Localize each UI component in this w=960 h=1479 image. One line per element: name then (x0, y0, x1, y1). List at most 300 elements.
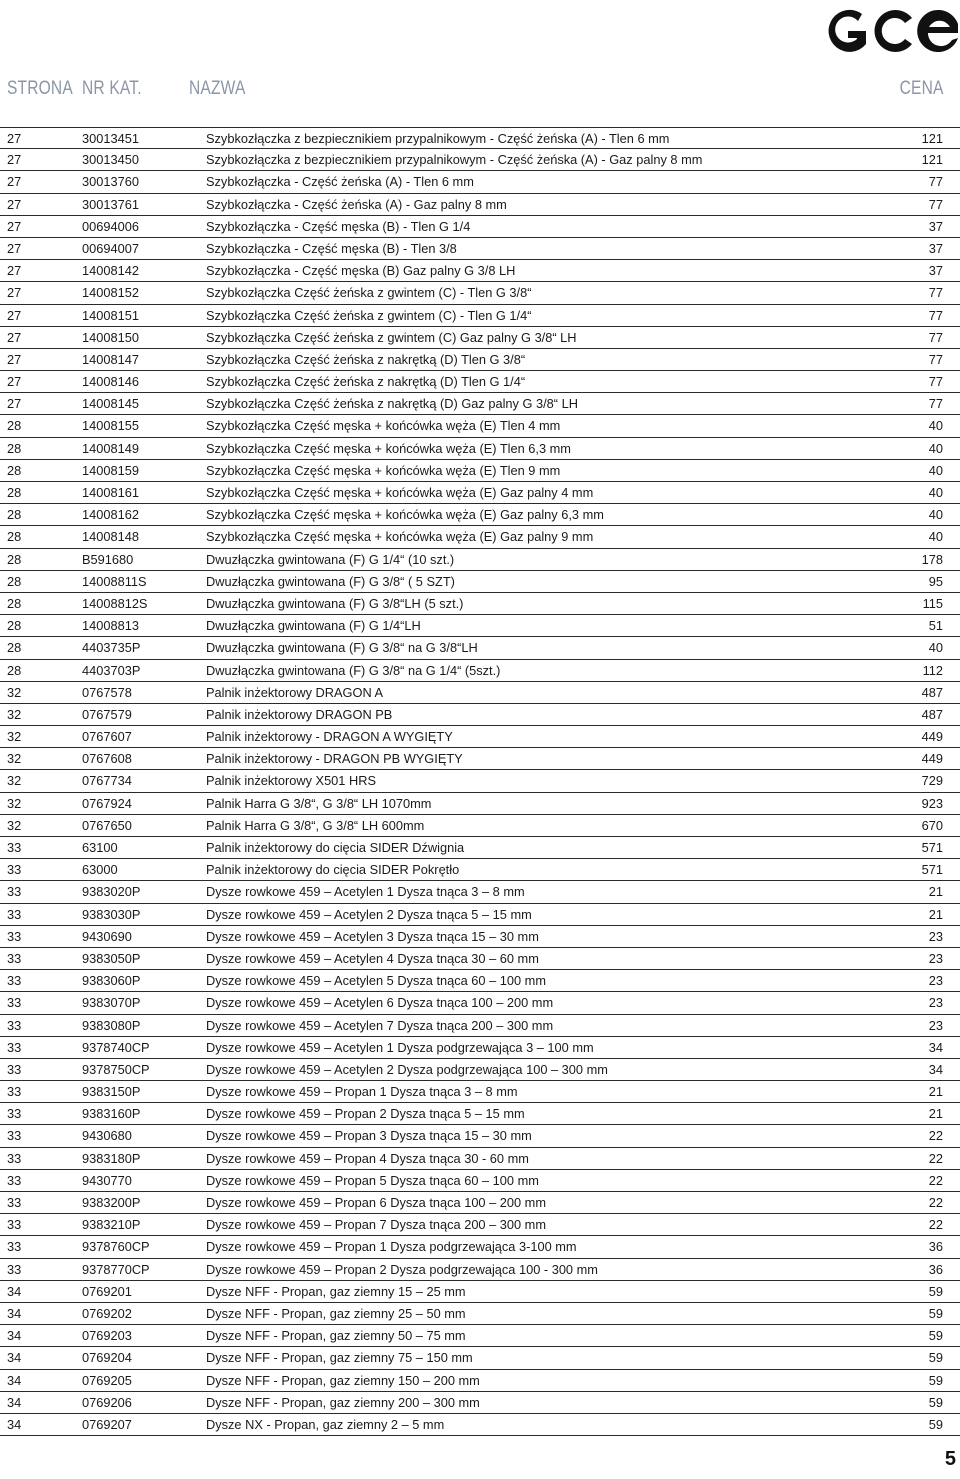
row-name: Dysze rowkowe 459 – Acetylen 4 Dysza tnąca 30 – 60 mm (206, 950, 539, 966)
row-price: 21 (928, 906, 943, 922)
table-row (0, 371, 960, 393)
row-name: Szybkozłączka Część żeńska z nakrętką (D) Tlen G 1/4“ (206, 374, 526, 390)
row-catalog-number: 14008155 (82, 418, 139, 434)
row-price: 121 (921, 131, 943, 146)
row-price: 21 (928, 1084, 943, 1100)
table-row (0, 793, 960, 815)
row-price: 59 (928, 1372, 943, 1388)
row-catalog-number: 9383030P (82, 906, 141, 922)
row-catalog-number: 9430770 (82, 1172, 132, 1188)
row-catalog-number: 9383210P (82, 1217, 141, 1233)
row-price: 34 (928, 1061, 943, 1077)
row-name: Dysze rowkowe 459 – Acetylen 3 Dysza tnąca 15 – 30 mm (206, 928, 539, 944)
row-page: 33 (7, 1217, 22, 1233)
row-catalog-number: 14008147 (82, 351, 139, 367)
table-row (0, 1103, 960, 1125)
row-price: 22 (928, 1217, 943, 1233)
row-catalog-number: 14008142 (82, 263, 139, 279)
row-name: Dysze rowkowe 459 – Propan 1 Dysza tnąca 3 – 8 mm (206, 1084, 518, 1100)
row-page: 27 (7, 396, 22, 412)
row-price: 178 (921, 551, 943, 567)
header-name: NAZWA (189, 78, 246, 99)
row-catalog-number: 0767579 (82, 706, 132, 722)
table-row (0, 859, 960, 881)
header-price: CENA (900, 78, 944, 99)
row-price: 23 (928, 973, 943, 989)
row-catalog-number: B591680 (82, 551, 134, 567)
row-price: 23 (928, 1017, 943, 1033)
row-page: 27 (7, 152, 22, 168)
row-name: Palnik inżektorowy do cięcia SIDER Pokrętło (206, 862, 460, 878)
row-page: 33 (7, 950, 22, 966)
table-row (0, 682, 960, 704)
row-price: 95 (928, 573, 943, 589)
row-name: Dysze rowkowe 459 – Acetylen 5 Dysza tnąca 60 – 100 mm (206, 973, 546, 989)
row-price: 59 (928, 1350, 943, 1366)
row-price: 77 (928, 329, 943, 345)
row-name: Palnik inżektorowy X501 HRS (206, 773, 376, 789)
row-page: 27 (7, 196, 22, 212)
table-row (0, 704, 960, 726)
row-price: 77 (928, 396, 943, 412)
table-row (0, 149, 960, 171)
row-name: Szybkozłączka - Część męska (B) Gaz palny G 3/8 LH (206, 263, 516, 279)
row-page: 33 (7, 1106, 22, 1122)
row-page: 27 (7, 285, 22, 301)
table-row (0, 1370, 960, 1392)
row-price: 115 (922, 595, 943, 611)
row-price: 23 (928, 928, 943, 944)
row-page: 34 (7, 1372, 22, 1388)
row-name: Dysze NFF - Propan, gaz ziemny 75 – 150 mm (206, 1350, 473, 1366)
row-price: 670 (921, 817, 943, 833)
row-price: 37 (928, 218, 943, 234)
row-catalog-number: 30013451 (82, 131, 139, 146)
row-page: 34 (7, 1305, 22, 1321)
header-catalog-number: NR KAT. (82, 78, 142, 99)
row-name: Dysze rowkowe 459 – Acetylen 6 Dysza tnąca 100 – 200 mm (206, 995, 554, 1011)
row-catalog-number: 0767578 (82, 684, 132, 700)
row-price: 923 (921, 795, 943, 811)
row-page: 27 (7, 240, 22, 256)
row-page: 34 (7, 1394, 22, 1410)
row-name: Palnik Harra G 3/8“, G 3/8“ LH 600mm (206, 817, 425, 833)
row-catalog-number: 9383200P (82, 1195, 141, 1210)
row-page: 28 (7, 640, 22, 656)
row-page: 32 (7, 729, 22, 745)
table-row (0, 1015, 960, 1037)
table-row (0, 660, 960, 682)
row-name: Szybkozłączka Część żeńska z nakrętką (D) Tlen G 3/8“ (206, 351, 526, 367)
row-page: 28 (7, 507, 22, 523)
row-name: Szybkozłączka Część żeńska z gwintem (C) - Tlen G 1/4“ (206, 307, 532, 323)
row-page: 28 (7, 662, 22, 678)
row-name: Palnik inżektorowy - DRAGON A WYGIĘTY (206, 729, 453, 745)
row-page: 34 (7, 1283, 22, 1299)
row-price: 40 (928, 507, 943, 523)
row-catalog-number: 00694007 (82, 240, 139, 256)
row-price: 729 (921, 773, 943, 789)
row-catalog-number: 63000 (82, 862, 118, 878)
row-catalog-number: 14008161 (82, 485, 139, 500)
row-page: 33 (7, 1150, 22, 1166)
table-row (0, 970, 960, 992)
row-name: Palnik Harra G 3/8“, G 3/8“ LH 1070mm (206, 795, 432, 811)
row-price: 449 (921, 729, 943, 745)
table-row (0, 504, 960, 526)
row-catalog-number: 4403735P (82, 640, 141, 656)
row-name: Dwuzłączka gwintowana (F) G 1/4“LH (206, 618, 421, 634)
row-catalog-number: 0767734 (82, 773, 132, 789)
row-catalog-number: 0769201 (82, 1283, 132, 1299)
row-page: 33 (7, 1195, 22, 1210)
row-catalog-number: 63100 (82, 840, 118, 855)
row-catalog-number: 9383020P (82, 884, 141, 900)
row-catalog-number: 0769207 (82, 1416, 132, 1432)
row-price: 59 (928, 1394, 943, 1410)
row-page: 33 (7, 906, 22, 922)
row-price: 571 (921, 840, 943, 855)
row-page: 28 (7, 462, 22, 478)
row-price: 59 (928, 1283, 943, 1299)
row-name: Dwuzłączka gwintowana (F) G 3/8“ na G 3/8“LH (206, 640, 478, 656)
row-price: 121 (921, 152, 943, 168)
row-page: 28 (7, 573, 22, 589)
header-page: STRONA (7, 78, 73, 99)
row-page: 27 (7, 307, 22, 323)
table-row (0, 1125, 960, 1147)
row-name: Szybkozłączka Część męska + końcówka węża (E) Gaz palny 9 mm (206, 529, 594, 545)
row-name: Szybkozłączka Część męska + końcówka węża (E) Tlen 9 mm (206, 462, 561, 478)
row-name: Dwuzłączka gwintowana (F) G 3/8“LH (5 szt.) (206, 595, 464, 611)
row-price: 22 (928, 1195, 943, 1210)
table-row (0, 926, 960, 948)
row-name: Dysze rowkowe 459 – Propan 3 Dysza tnąca 15 – 30 mm (206, 1128, 532, 1144)
row-page: 33 (7, 1084, 22, 1100)
table-row (0, 593, 960, 615)
row-name: Dysze rowkowe 459 – Acetylen 7 Dysza tnąca 200 – 300 mm (206, 1017, 554, 1033)
row-name: Szybkozłączka z bezpiecznikiem przypalnikowym - Część żeńska (A) - Tlen 6 mm (206, 131, 670, 146)
row-price: 22 (928, 1128, 943, 1144)
row-price: 23 (928, 950, 943, 966)
row-catalog-number: 0769205 (82, 1372, 132, 1388)
row-price: 59 (928, 1305, 943, 1321)
row-page: 34 (7, 1350, 22, 1366)
row-name: Dysze NFF - Propan, gaz ziemny 200 – 300 mm (206, 1394, 480, 1410)
row-name: Palnik inżektorowy DRAGON PB (206, 706, 393, 722)
row-page: 27 (7, 218, 22, 234)
row-name: Dysze rowkowe 459 – Propan 7 Dysza tnąca 200 – 300 mm (206, 1217, 547, 1233)
table-row (0, 460, 960, 482)
row-page: 32 (7, 706, 22, 722)
row-page: 33 (7, 1172, 22, 1188)
row-name: Dysze rowkowe 459 – Acetylen 2 Dysza podgrzewająca 100 – 300 mm (206, 1061, 608, 1077)
table-row (0, 349, 960, 371)
table-row (0, 171, 960, 193)
row-page: 27 (7, 174, 22, 190)
row-catalog-number: 14008813 (82, 618, 139, 634)
row-name: Dysze NFF - Propan, gaz ziemny 50 – 75 mm (206, 1328, 466, 1344)
page-number: 5 (944, 1448, 956, 1470)
row-name: Palnik inżektorowy do cięcia SIDER Dźwignia (206, 840, 465, 855)
table-row (0, 305, 960, 327)
row-page: 28 (7, 529, 22, 545)
row-page: 33 (7, 884, 22, 900)
row-price: 36 (928, 1261, 943, 1277)
row-price: 77 (928, 351, 943, 367)
row-name: Dysze rowkowe 459 – Propan 2 Dysza tnąca 5 – 15 mm (206, 1106, 525, 1122)
row-catalog-number: 9430680 (82, 1128, 132, 1144)
row-price: 40 (928, 529, 943, 545)
row-price: 22 (928, 1150, 943, 1166)
table-row (0, 393, 960, 415)
table-row (0, 948, 960, 970)
row-name: Dysze NX - Propan, gaz ziemny 2 – 5 mm (206, 1416, 445, 1432)
table-row (0, 1214, 960, 1236)
table-row (0, 770, 960, 792)
row-price: 37 (928, 240, 943, 256)
row-catalog-number: 00694006 (82, 218, 139, 234)
row-name: Dysze NFF - Propan, gaz ziemny 25 – 50 mm (206, 1305, 466, 1321)
row-name: Dwuzłączka gwintowana (F) G 3/8“ ( 5 SZT) (206, 573, 455, 589)
row-price: 40 (928, 640, 943, 656)
row-price: 40 (928, 418, 943, 434)
table-row (0, 992, 960, 1014)
table-row (0, 482, 960, 504)
row-price: 36 (928, 1239, 943, 1255)
row-name: Dysze rowkowe 459 – Acetylen 1 Dysza podgrzewająca 3 – 100 mm (206, 1039, 594, 1055)
row-price: 22 (928, 1172, 943, 1188)
row-catalog-number: 14008149 (82, 440, 139, 456)
row-price: 51 (928, 618, 943, 634)
row-page: 28 (7, 595, 22, 611)
row-catalog-number: 0767607 (82, 729, 132, 745)
column-header (0, 78, 960, 104)
row-price: 77 (928, 196, 943, 212)
row-name: Szybkozłączka Część męska + końcówka węża (E) Tlen 4 mm (206, 418, 561, 434)
row-catalog-number: 30013450 (82, 152, 139, 168)
row-catalog-number: 0767650 (82, 817, 132, 833)
row-catalog-number: 14008146 (82, 374, 139, 390)
row-catalog-number: 0769204 (82, 1350, 132, 1366)
table-row (0, 1192, 960, 1214)
row-page: 27 (7, 263, 22, 279)
row-price: 59 (928, 1416, 943, 1432)
row-page: 28 (7, 485, 22, 500)
table-row (0, 615, 960, 637)
row-name: Dysze rowkowe 459 – Acetylen 1 Dysza tnąca 3 – 8 mm (206, 884, 525, 900)
row-catalog-number: 30013761 (82, 196, 139, 212)
row-name: Dysze NFF - Propan, gaz ziemny 150 – 200 mm (206, 1372, 480, 1388)
row-name: Szybkozłączka - Część żeńska (A) - Gaz palny 8 mm (206, 196, 507, 212)
row-page: 27 (7, 351, 22, 367)
table-row (0, 1170, 960, 1192)
table-row (0, 282, 960, 304)
price-table (0, 127, 960, 1436)
row-name: Palnik inżektorowy - DRAGON PB WYGIĘTY (206, 751, 463, 767)
table-row (0, 837, 960, 859)
row-catalog-number: 9378760CP (82, 1239, 150, 1255)
row-page: 32 (7, 817, 22, 833)
row-name: Szybkozłączka Część żeńska z gwintem (C) - Tlen G 3/8“ (206, 285, 532, 301)
row-price: 21 (928, 1106, 943, 1122)
row-name: Szybkozłączka Część męska + końcówka węża (E) Tlen 6,3 mm (206, 440, 571, 456)
table-row (0, 571, 960, 593)
row-catalog-number: 14008162 (82, 507, 139, 523)
row-price: 112 (922, 662, 943, 678)
row-name: Dysze rowkowe 459 – Propan 2 Dysza podgrzewająca 100 - 300 mm (206, 1261, 598, 1277)
row-price: 40 (928, 440, 943, 456)
table-row (0, 1037, 960, 1059)
row-catalog-number: 9430690 (82, 928, 132, 944)
row-page: 32 (7, 684, 22, 700)
row-name: Szybkozłączka z bezpiecznikiem przypalnikowym - Część żeńska (A) - Gaz palny 8 mm (206, 152, 703, 168)
row-name: Szybkozłączka Część żeńska z nakrętką (D) Gaz palny G 3/8“ LH (206, 396, 578, 412)
row-page: 34 (7, 1416, 22, 1432)
row-page: 33 (7, 973, 22, 989)
row-price: 449 (921, 751, 943, 767)
gce-logo (824, 4, 960, 58)
row-catalog-number: 9383080P (82, 1017, 141, 1033)
table-row (0, 881, 960, 903)
row-name: Szybkozłączka Część męska + końcówka węża (E) Gaz palny 4 mm (206, 485, 594, 500)
table-row (0, 815, 960, 837)
row-price: 77 (928, 374, 943, 390)
row-catalog-number: 9378740CP (82, 1039, 150, 1055)
table-row (0, 1059, 960, 1081)
row-page: 32 (7, 795, 22, 811)
row-name: Szybkozłączka - Część żeńska (A) - Tlen 6 mm (206, 174, 474, 190)
row-name: Dysze rowkowe 459 – Propan 4 Dysza tnąca 30 - 60 mm (206, 1150, 529, 1166)
table-row (0, 748, 960, 770)
table-row (0, 1259, 960, 1281)
row-catalog-number: 14008812S (82, 595, 148, 611)
table-row (0, 127, 960, 149)
table-row (0, 1347, 960, 1369)
table-row (0, 1392, 960, 1414)
row-catalog-number: 14008811S (82, 573, 147, 589)
table-row (0, 1414, 960, 1436)
row-price: 77 (928, 307, 943, 323)
table-row (0, 194, 960, 216)
row-name: Dysze rowkowe 459 – Acetylen 2 Dysza tnąca 5 – 15 mm (206, 906, 532, 922)
row-catalog-number: 14008159 (82, 462, 139, 478)
row-name: Szybkozłączka - Część męska (B) - Tlen G 1/4 (206, 218, 471, 234)
row-price: 34 (928, 1039, 943, 1055)
row-name: Szybkozłączka Część żeńska z gwintem (C) Gaz palny G 3/8“ LH (206, 329, 577, 345)
row-catalog-number: 14008148 (82, 529, 139, 545)
row-page: 33 (7, 1061, 22, 1077)
row-catalog-number: 9383070P (82, 995, 141, 1011)
table-row (0, 260, 960, 282)
row-page: 33 (7, 928, 22, 944)
table-row (0, 415, 960, 437)
row-page: 33 (7, 995, 22, 1011)
row-price: 571 (921, 862, 943, 878)
row-price: 77 (928, 285, 943, 301)
row-price: 40 (928, 485, 943, 500)
row-page: 33 (7, 862, 22, 878)
table-row (0, 1148, 960, 1170)
table-row (0, 1281, 960, 1303)
row-name: Szybkozłączka - Część męska (B) - Tlen 3/8 (206, 240, 457, 256)
row-catalog-number: 14008152 (82, 285, 139, 301)
table-row (0, 438, 960, 460)
table-row (0, 904, 960, 926)
row-page: 27 (7, 329, 22, 345)
row-price: 21 (928, 884, 943, 900)
row-name: Dysze rowkowe 459 – Propan 5 Dysza tnąca 60 – 100 mm (206, 1172, 539, 1188)
row-catalog-number: 0767608 (82, 751, 132, 767)
table-row (0, 1303, 960, 1325)
row-page: 27 (7, 131, 22, 146)
row-page: 28 (7, 440, 22, 456)
row-catalog-number: 9383150P (82, 1084, 141, 1100)
row-catalog-number: 0769206 (82, 1394, 132, 1410)
row-catalog-number: 0769203 (82, 1328, 132, 1344)
row-catalog-number: 0767924 (82, 795, 132, 811)
row-page: 33 (7, 840, 22, 855)
row-catalog-number: 30013760 (82, 174, 139, 190)
table-row (0, 1081, 960, 1103)
row-catalog-number: 14008151 (82, 307, 139, 323)
row-page: 32 (7, 751, 22, 767)
row-catalog-number: 9383050P (82, 950, 141, 966)
table-row (0, 549, 960, 571)
row-page: 33 (7, 1239, 22, 1255)
row-name: Palnik inżektorowy DRAGON A (206, 684, 384, 700)
row-page: 33 (7, 1128, 22, 1144)
row-price: 59 (928, 1328, 943, 1344)
table-row (0, 637, 960, 659)
row-price: 23 (928, 995, 943, 1011)
table-row (0, 216, 960, 238)
table-row (0, 726, 960, 748)
row-page: 33 (7, 1261, 22, 1277)
row-catalog-number: 14008145 (82, 396, 139, 412)
row-name: Szybkozłączka Część męska + końcówka węża (E) Gaz palny 6,3 mm (206, 507, 604, 523)
row-price: 37 (928, 263, 943, 279)
row-name: Dwuzłączka gwintowana (F) G 1/4“ (10 szt.) (206, 551, 455, 567)
row-name: Dysze rowkowe 459 – Propan 1 Dysza podgrzewająca 3-100 mm (206, 1239, 577, 1255)
row-page: 27 (7, 374, 22, 390)
row-name: Dwuzłączka gwintowana (F) G 3/8“ na G 1/4“ (5szt.) (206, 662, 501, 678)
row-page: 32 (7, 773, 22, 789)
row-page: 28 (7, 618, 22, 634)
row-price: 487 (921, 684, 943, 700)
row-name: Dysze rowkowe 459 – Propan 6 Dysza tnąca 100 – 200 mm (206, 1195, 547, 1210)
row-page: 28 (7, 551, 22, 567)
table-row (0, 238, 960, 260)
row-catalog-number: 0769202 (82, 1305, 132, 1321)
table-row (0, 526, 960, 548)
table-row (0, 1236, 960, 1258)
row-catalog-number: 4403703P (82, 662, 141, 678)
row-catalog-number: 9383180P (82, 1150, 141, 1166)
row-price: 40 (928, 462, 943, 478)
row-catalog-number: 9383160P (82, 1106, 141, 1122)
row-price: 487 (921, 706, 943, 722)
table-row (0, 327, 960, 349)
row-catalog-number: 9378770CP (82, 1261, 150, 1277)
row-catalog-number: 9383060P (82, 973, 141, 989)
row-catalog-number: 14008150 (82, 329, 139, 345)
row-page: 33 (7, 1017, 22, 1033)
row-catalog-number: 9378750CP (82, 1061, 150, 1077)
row-page: 28 (7, 418, 22, 434)
row-name: Dysze NFF - Propan, gaz ziemny 15 – 25 mm (206, 1283, 466, 1299)
row-page: 34 (7, 1328, 22, 1344)
